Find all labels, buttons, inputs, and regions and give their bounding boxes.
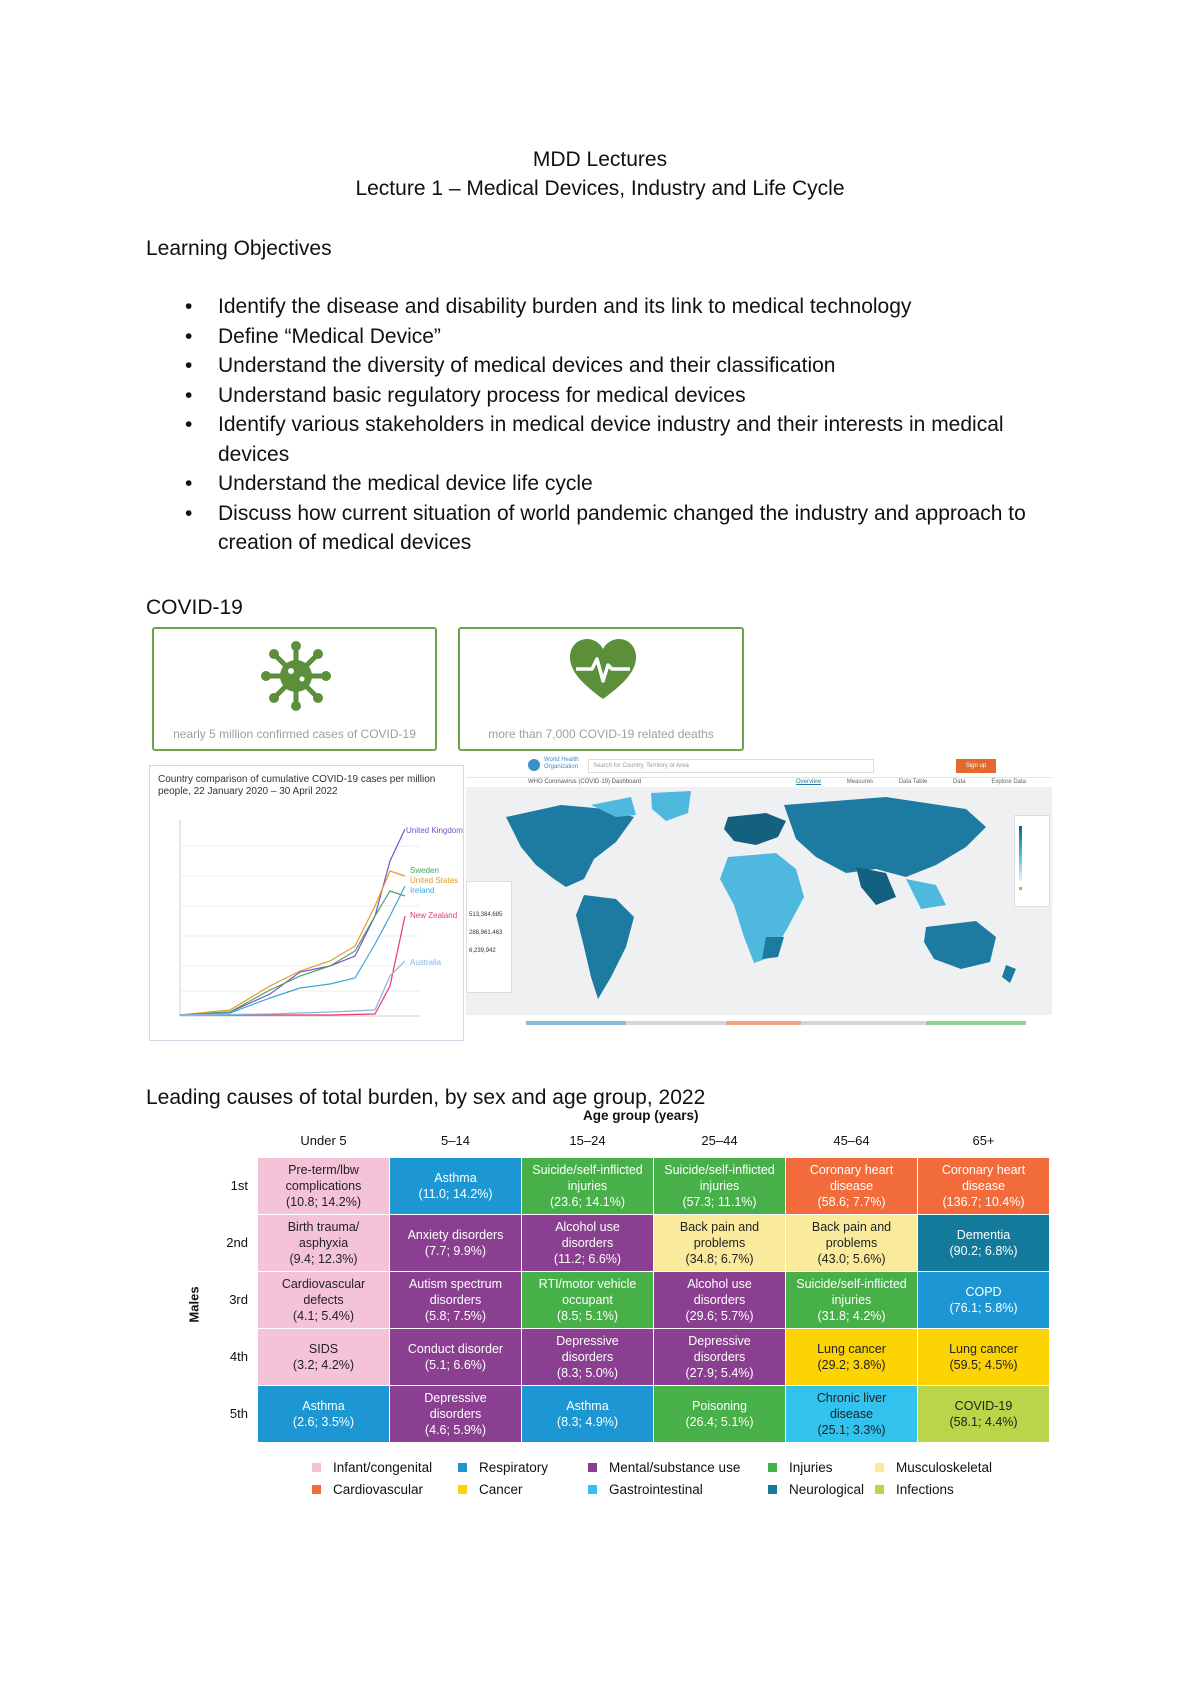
cause-value: (26.4; 5.1%) [685,1415,754,1429]
burden-cell [390,1272,521,1328]
cause-value: (58.6; 7.7%) [817,1195,886,1209]
cause-value: (11.0; 14.2%) [418,1187,493,1201]
cause-name: Asthma [302,1399,345,1413]
burden-cell [654,1158,785,1214]
burden-cell [918,1158,1049,1214]
males-label: Males [186,1286,202,1323]
cause-name: Asthma [434,1171,477,1185]
cause-value: (43.0; 5.6%) [817,1252,886,1266]
burden-cell [786,1329,917,1385]
cause-name: Pre-term/lbw complications [285,1163,362,1193]
rank-label: 4th [229,1348,248,1364]
age-group-header: 25–44 [701,1133,738,1148]
cases-caption: nearly 5 million confirmed cases of COVID-19 [173,727,416,741]
legend-swatch [458,1485,467,1494]
objective-item: • Understand the medical device life cycle [185,472,593,495]
who-footnote [526,1021,1026,1025]
deaths-caption: more than 7,000 COVID-19 related deaths [488,727,714,741]
cause-value: (9.4; 12.3%) [289,1252,358,1266]
doc-subtitle: Lecture 1 – Medical Devices, Industry and Life Cycle [355,177,845,200]
rank-label: 1st [230,1177,248,1193]
age-group-header: 15–24 [569,1133,606,1148]
legend-label: Infections [896,1482,954,1497]
cases-card [152,627,437,751]
cause-name: Depressive disorders [556,1334,619,1364]
rank-label: 5th [229,1405,248,1421]
cause-name: Suicide/self-inflicted injuries [796,1277,907,1307]
burden-cell [918,1272,1049,1328]
burden-cell [390,1215,521,1271]
burden-cell [258,1272,389,1328]
cause-value: (5.1; 6.6%) [424,1358,487,1372]
burden-cell [522,1386,653,1442]
legend-item [312,1482,423,1497]
burden-cell [258,1386,389,1442]
cause-name: Conduct disorder [407,1342,504,1356]
legend-swatch [458,1463,467,1472]
stat-cases: 513,384,685 [469,912,503,918]
age-group-header: 5–14 [441,1133,470,1148]
burden-cell [522,1329,653,1385]
burden-cell [258,1215,389,1271]
burden-cell [918,1215,1049,1271]
burden-cell [654,1386,785,1442]
objective-item: • Identify various stakeholders in medical device industry and their interests in medical devices [185,413,1004,466]
cause-value: (11.2; 6.6%) [553,1252,622,1266]
cause-value: (8.3; 5.0%) [556,1366,619,1380]
legend-label: Injuries [789,1460,833,1475]
cause-name: Lung cancer [817,1342,886,1356]
legend-swatch [768,1463,777,1472]
cause-value: (57.3; 11.1%) [682,1195,757,1209]
burden-cell [258,1329,389,1385]
cause-value: (5.8; 7.5%) [424,1309,487,1323]
tab-data-table[interactable]: Data Table [898,779,928,785]
cause-name: Alcohol use disorders [687,1277,752,1307]
cause-value: (7.7; 9.9%) [424,1244,487,1258]
burden-cell [390,1386,521,1442]
cause-value: (29.2; 3.8%) [817,1358,886,1372]
legend-swatch [875,1463,884,1472]
who-topbar [466,755,1052,778]
cause-value: (136.7; 10.4%) [942,1195,1025,1209]
cause-value: (58.1; 4.4%) [949,1415,1018,1429]
cause-name: Dementia [956,1228,1011,1242]
cause-name: Coronary heart disease [809,1163,894,1193]
legend-swatch [768,1485,777,1494]
cause-value: (8.5; 5.1%) [556,1309,619,1323]
series-label: New Zealand [410,911,458,920]
cause-name: Anxiety disorders [407,1228,504,1242]
legend-label: Neurological [789,1482,865,1497]
cause-value: (10.8; 14.2%) [285,1195,362,1209]
legend-swatch [312,1485,321,1494]
objectives-list [145,292,1075,558]
legend-item [875,1482,954,1497]
cause-name: Lung cancer [949,1342,1018,1356]
legend-label: Respiratory [479,1460,549,1475]
cause-value: (3.2; 4.2%) [292,1358,355,1372]
legend-item [588,1460,740,1475]
world-map[interactable] [466,787,1052,1015]
burden-cell [522,1272,653,1328]
cause-value: (29.6; 5.7%) [685,1309,754,1323]
who-stats-panel [466,881,512,993]
cause-name: Asthma [566,1399,609,1413]
age-group-header: 65+ [972,1133,995,1148]
cause-name: Depressive disorders [424,1391,487,1421]
cases-chart-title: Country comparison of cumulative COVID-19 cases per million people, 22 January 2020 – 30 April 2022 [158,774,436,797]
series-label: Ireland [410,886,435,895]
legend-label: Cardiovascular [333,1482,424,1497]
burden-cell [654,1272,785,1328]
cause-value: (25.1; 3.3%) [817,1423,886,1437]
legend-item [768,1482,864,1497]
burden-cell [258,1158,389,1214]
legend-label: Cancer [479,1482,523,1497]
burden-cell [918,1386,1049,1442]
series-label: Australia [410,958,442,967]
burden-cell [786,1158,917,1214]
series-label: United Kingdom [406,826,463,835]
burden-cell [522,1215,653,1271]
age-group-header: 45–64 [833,1133,870,1148]
burden-cell [654,1215,785,1271]
tab-explore-data[interactable]: Explore Data [991,779,1026,785]
who-tabs [796,779,1026,785]
cause-value: (34.8; 6.7%) [685,1252,754,1266]
cause-name: Suicide/self-inflicted injuries [532,1163,643,1193]
burden-cell [786,1215,917,1271]
burden-cell [390,1158,521,1214]
tab-data[interactable]: Data [952,779,966,785]
burden-cell [390,1329,521,1385]
cause-value: (8.3; 4.9%) [556,1415,619,1429]
cause-name: COVID-19 [954,1399,1013,1413]
legend-swatch [588,1463,597,1472]
rank-label: 3rd [229,1291,248,1307]
legend-swatch [588,1485,597,1494]
legend-swatch [875,1485,884,1494]
cause-name: Back pain and problems [679,1220,760,1250]
series-label: United States [410,876,459,885]
burden-cell [786,1272,917,1328]
covid-heading: COVID-19 [146,596,243,619]
cause-name: Alcohol use disorders [555,1220,620,1250]
cause-value: (27.9; 5.4%) [685,1366,754,1380]
legend-label: Gastrointestinal [609,1482,703,1497]
legend-item [458,1460,548,1475]
objective-item: • Understand the diversity of medical devices and their classification [185,354,836,377]
objective-item: • Identify the disease and disability burden and its link to medical technology [185,295,912,318]
cause-name: Coronary heart disease [941,1163,1026,1193]
cause-value: (31.8; 4.2%) [817,1309,886,1323]
who-subtitle: WHO Coronavirus (COVID-19) Dashboard [528,779,642,785]
burden-cell [918,1329,1049,1385]
cause-name: Chronic liver disease [816,1391,887,1421]
objective-item: • Understand basic regulatory process for medical devices [185,383,746,407]
burden-axis-title: Age group (years) [583,1108,699,1123]
cause-name: Birth trauma/ asphyxia [287,1220,360,1250]
legend-item [458,1482,523,1497]
cause-name: Poisoning [692,1399,747,1413]
legend-item [588,1482,703,1497]
cause-value: (76.1; 5.8%) [949,1301,1018,1315]
heart-icon [568,637,638,703]
map-legend [1014,815,1050,907]
burden-cell [654,1329,785,1385]
virus-icon [261,641,331,711]
cause-name: RTI/motor vehicle occupant [538,1277,637,1307]
burden-cell [522,1158,653,1214]
objective-item: • Define “Medical Device” [185,324,441,348]
world-map-shapes [466,787,1052,1015]
burden-cell [786,1386,917,1442]
who-logo-text: World Health Organization [544,757,579,770]
stat-deaths: 6,239,942 [469,948,496,954]
cases-chart-plot [150,766,464,1041]
tab-measures[interactable]: Measures [846,779,874,785]
age-group-header: Under 5 [300,1133,347,1148]
legend-label: Infant/congenital [333,1460,433,1475]
objectives-heading: Learning Objectives [146,237,332,260]
cause-name: Cardiovascular defects [281,1277,366,1307]
cases-chart-image [149,765,464,1041]
doc-title: MDD Lectures [532,148,668,171]
burden-heading: Leading causes of total burden, by sex and age group, 2022 [146,1086,706,1109]
cause-name: Depressive disorders [688,1334,751,1364]
objective-item: • Discuss how current situation of world pandemic changed the industry and approach to creation of medical devices [185,501,1026,554]
cause-name: Autism spectrum disorders [408,1277,503,1307]
rank-label: 2nd [226,1234,248,1250]
cause-value: (4.1; 5.4%) [292,1309,355,1323]
legend-label: Mental/substance use [609,1460,741,1475]
cause-value: (59.5; 4.5%) [949,1358,1018,1372]
series-label: Sweden [410,866,439,875]
cause-value: (90.2; 6.8%) [949,1244,1018,1258]
legend-item [875,1460,992,1475]
legend-item [768,1460,833,1475]
sign-up-button[interactable]: Sign up [956,759,996,773]
legend-item [312,1460,432,1475]
stat-vaccines: 288,961,463 [469,930,503,936]
cause-value: (23.6; 14.1%) [549,1195,626,1209]
cause-name: SIDS [308,1342,339,1356]
cause-name: Back pain and problems [811,1220,892,1250]
legend-label: Musculoskeletal [896,1460,993,1475]
deaths-card [458,627,744,751]
cause-name: COPD [965,1285,1002,1299]
cause-name: Suicide/self-inflicted injuries [664,1163,775,1193]
who-logo-icon [528,759,540,771]
who-dashboard-image [466,755,1052,1041]
cause-value: (4.6; 5.9%) [424,1423,487,1437]
tab-overview[interactable]: Overview [796,779,822,785]
legend-swatch [312,1463,321,1472]
cause-value: (2.6; 3.5%) [292,1415,355,1429]
who-search-input[interactable]: Search for Country, Territory or Area [588,759,874,773]
